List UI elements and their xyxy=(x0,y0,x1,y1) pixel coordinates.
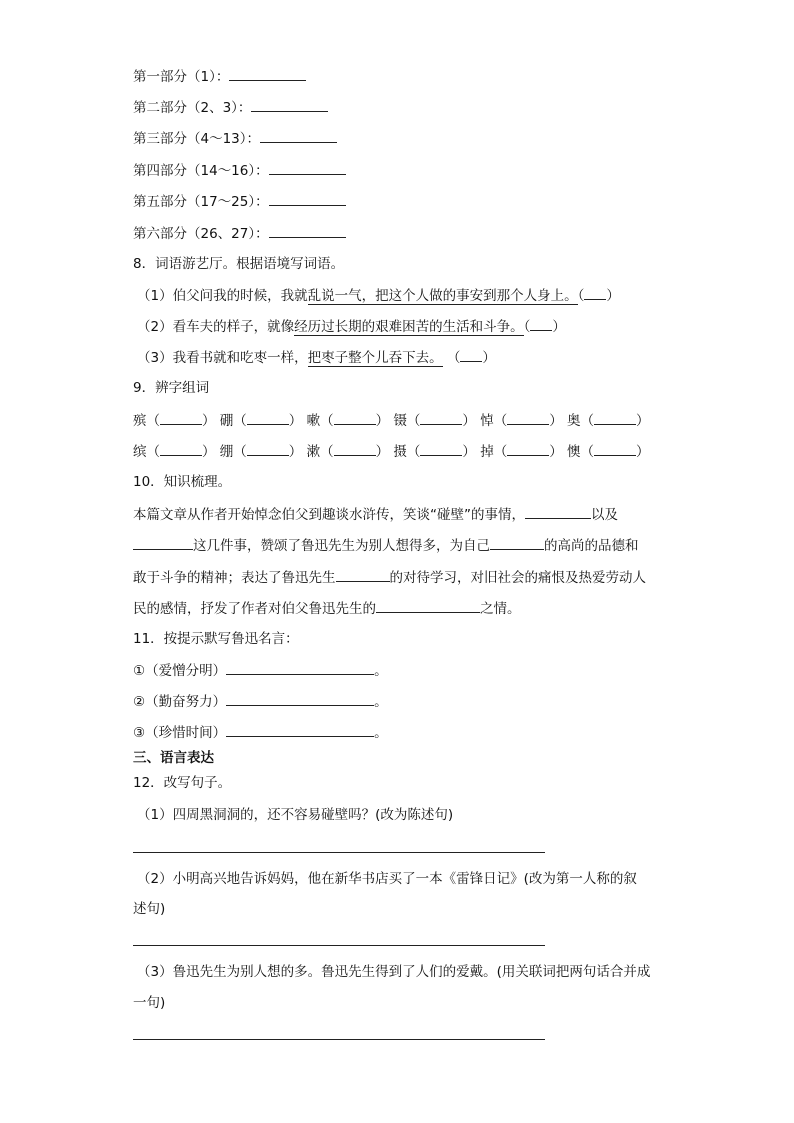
q9-paren-open: （ xyxy=(406,444,421,460)
q10-text-1a: 本篇文章从作者开始悼念伯父到趣谈水浒传，笑谈“碰壁”的事情， xyxy=(133,507,525,523)
q11-item-3-end: 。 xyxy=(374,725,388,741)
q9-char: 摄 xyxy=(393,444,407,460)
q8-item-3-open: （ xyxy=(442,350,461,366)
q8-item-1-blank[interactable] xyxy=(584,285,606,300)
q9-paren-open: （ xyxy=(580,413,594,429)
q9-char: 绷 xyxy=(219,444,234,460)
q10-text-1b: 以及 xyxy=(591,507,618,523)
q8-item-2 xyxy=(137,316,566,337)
q10-text-2b: 的高尚的品德和 xyxy=(544,538,639,554)
q9-char: 漱 xyxy=(306,444,321,460)
q8-item-2-underlined: 经历过长期的艰难困苦的生活和斗争。 xyxy=(294,319,524,335)
q8-item-1-close: ） xyxy=(606,288,620,304)
part-1-label: 第一部分（1）： xyxy=(133,69,230,85)
q10-blank-5[interactable] xyxy=(376,598,480,613)
part-3-blank[interactable] xyxy=(260,128,337,143)
q10-text-4b: 之情。 xyxy=(480,601,521,617)
q9-paren-open: （ xyxy=(233,444,247,460)
q9-row-1 xyxy=(133,410,649,431)
q9-paren-open: （ xyxy=(320,413,334,429)
q9-char: 硼 xyxy=(219,413,234,429)
part-1-line xyxy=(133,66,306,87)
q11-item-3-label: ③（珍惜时间） xyxy=(133,725,227,741)
q10-line-4 xyxy=(133,598,521,619)
q9-blank[interactable] xyxy=(507,410,549,425)
q9-paren-close: ） xyxy=(288,444,303,460)
q9-paren-close: ） xyxy=(375,413,390,429)
q8-item-2-pre: （2）看车夫的样子，就像 xyxy=(137,319,295,335)
q12-sentence-3b: 一句) xyxy=(133,995,166,1011)
q9-char: 殡 xyxy=(133,413,147,429)
q11-item-1-label: ①（爱憎分明） xyxy=(133,663,227,679)
q10-blank-2[interactable] xyxy=(133,535,193,550)
part-3-line xyxy=(133,128,337,149)
part-1-blank[interactable] xyxy=(229,66,306,81)
part-2-blank[interactable] xyxy=(251,97,328,112)
q10-text-2a: 这几件事，赞颂了鲁迅先生为别人想得多，为自己 xyxy=(193,538,490,554)
q9-blank[interactable] xyxy=(247,441,289,456)
q9-char: 懊 xyxy=(566,444,581,460)
q10-line-2 xyxy=(133,535,639,556)
q12-answer-line-1[interactable] xyxy=(133,852,545,853)
q10-text-3b: 的对待学习，对旧社会的痛恨及热爱劳动人 xyxy=(389,570,646,586)
q8-item-1-pre: （1）伯父问我的时候，我就 xyxy=(137,288,308,304)
q9-paren-close: ） xyxy=(202,444,216,460)
part-2-line xyxy=(133,97,328,118)
q11-item-2-label: ②（勤奋努力） xyxy=(133,694,227,710)
q9-paren-close: ） xyxy=(549,413,563,429)
q10-text-3a: 敢于斗争的精神；表达了鲁迅先生 xyxy=(133,570,336,586)
q8-item-3-blank[interactable] xyxy=(460,347,482,362)
q12-sentence-2b: 述句) xyxy=(133,901,166,917)
q9-blank[interactable] xyxy=(334,441,376,456)
q9-paren-close: ） xyxy=(462,413,476,429)
q8-item-1 xyxy=(137,285,620,306)
q10-blank-1[interactable] xyxy=(525,504,591,519)
q11-item-2-blank[interactable] xyxy=(226,691,374,706)
q12-sentence-2a: （2）小明高兴地告诉妈妈，他在新华书店买了一本《雷锋日记》(改为第一人称的叙 xyxy=(137,871,637,887)
q8-item-3-pre: （3）我看书就和吃枣一样， xyxy=(137,350,308,366)
q8-item-2-close: ） xyxy=(552,319,566,335)
part-5-blank[interactable] xyxy=(269,191,346,206)
q9-paren-open: （ xyxy=(320,444,334,460)
part-4-blank[interactable] xyxy=(269,160,346,175)
q10-text-4a: 民的感情，抒发了作者对伯父鲁迅先生的 xyxy=(133,601,376,617)
q9-blank[interactable] xyxy=(594,410,636,425)
q8-item-1-underlined: 乱说一气，把这个人做的事安到那个人身上。 xyxy=(307,288,578,304)
q11-item-1 xyxy=(133,660,388,681)
q9-row-2 xyxy=(133,441,649,462)
q10-line-3 xyxy=(133,567,646,588)
q12-answer-line-2[interactable] xyxy=(133,945,545,946)
q9-blank[interactable] xyxy=(160,410,202,425)
q9-paren-open: （ xyxy=(493,413,508,429)
q9-char: 嗽 xyxy=(306,413,321,429)
part-4-label: 第四部分（14～16）： xyxy=(133,163,269,179)
q9-blank[interactable] xyxy=(160,441,202,456)
q8-item-3-underlined: 把枣子整个儿吞下去。 xyxy=(307,350,443,366)
part-5-line xyxy=(133,191,346,212)
q9-paren-close: ） xyxy=(375,444,390,460)
part-5-label: 第五部分（17～25）： xyxy=(133,194,269,210)
q9-paren-close: ） xyxy=(288,413,303,429)
q9-paren-close: ） xyxy=(202,413,216,429)
q10-line-1 xyxy=(133,504,618,525)
q9-paren-open: （ xyxy=(406,413,421,429)
q8-item-3 xyxy=(137,347,496,368)
q12-sentence-1: （1）四周黑洞洞的，还不容易碰壁吗？(改为陈述句) xyxy=(137,807,454,823)
q9-paren-close: ） xyxy=(635,444,650,460)
q9-blank[interactable] xyxy=(247,410,289,425)
q9-char: 镊 xyxy=(393,413,407,429)
q11-title: 11．按提示默写鲁迅名言： xyxy=(133,631,299,647)
q11-item-3-blank[interactable] xyxy=(226,722,374,737)
part-3-label: 第三部分（4～13）： xyxy=(133,131,261,147)
q9-blank[interactable] xyxy=(334,410,376,425)
section-3-heading: 三、语言表达 xyxy=(133,750,214,766)
q9-paren-open: （ xyxy=(580,444,594,460)
part-6-line xyxy=(133,223,346,244)
q12-sentence-3a: （3）鲁迅先生为别人想的多。鲁迅先生得到了人们的爱戴。(用关联词把两句话合并成 xyxy=(137,964,651,980)
q8-item-2-blank[interactable] xyxy=(530,316,552,331)
q9-paren-open: （ xyxy=(146,413,160,429)
q8-item-2-open: （ xyxy=(523,319,531,335)
q9-paren-open: （ xyxy=(233,413,247,429)
q9-paren-open: （ xyxy=(146,444,160,460)
q9-blank[interactable] xyxy=(420,410,462,425)
part-6-blank[interactable] xyxy=(269,223,346,238)
q11-item-1-blank[interactable] xyxy=(226,660,374,675)
q10-blank-3[interactable] xyxy=(490,535,544,550)
q10-blank-4[interactable] xyxy=(336,567,390,582)
q11-item-3 xyxy=(133,722,388,743)
q11-item-2-end: 。 xyxy=(374,694,388,710)
q9-char: 奥 xyxy=(566,413,581,429)
q9-blank[interactable] xyxy=(507,441,549,456)
q11-item-2 xyxy=(133,691,388,712)
q12-answer-line-3[interactable] xyxy=(133,1039,545,1040)
q10-title: 10．知识梳理。 xyxy=(133,474,232,490)
part-2-label: 第二部分（2、3）： xyxy=(133,100,252,116)
q12-title: 12．改写句子。 xyxy=(133,775,232,791)
q9-char: 掉 xyxy=(480,444,494,460)
q11-item-1-end: 。 xyxy=(374,663,388,679)
q9-blank[interactable] xyxy=(594,441,636,456)
q9-paren-open: （ xyxy=(493,444,508,460)
q9-paren-close: ） xyxy=(462,444,476,460)
q9-paren-close: ） xyxy=(549,444,563,460)
q8-item-3-close: ） xyxy=(482,350,496,366)
q8-title: 8．词语游艺厅。根据语境写词语。 xyxy=(133,256,345,272)
q9-blank[interactable] xyxy=(420,441,462,456)
part-4-line xyxy=(133,160,346,181)
q8-item-1-open: （ xyxy=(577,288,585,304)
q9-paren-close: ） xyxy=(635,413,650,429)
q9-char: 缤 xyxy=(133,444,147,460)
q9-title: 9．辨字组词 xyxy=(133,380,210,396)
part-6-label: 第六部分（26、27）： xyxy=(133,226,269,242)
q9-char: 悼 xyxy=(480,413,494,429)
